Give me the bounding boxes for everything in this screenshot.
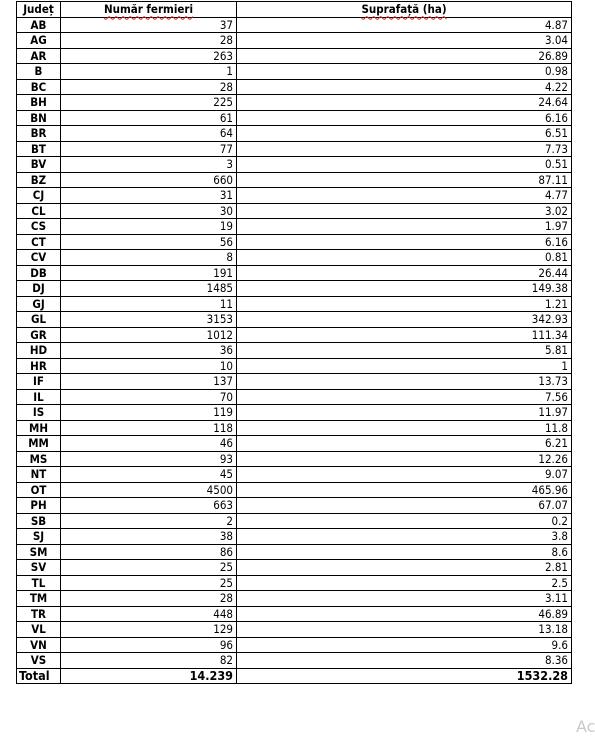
cell-numar-fermieri: 3 (61, 157, 237, 173)
cell-numar-fermieri: 36 (61, 343, 237, 359)
cell-numar-fermieri: 19 (61, 219, 237, 235)
table-row (17, 637, 572, 653)
table-row (17, 219, 572, 235)
header-numar-fermieri: Număr fermieri (61, 2, 237, 18)
data-table-container (16, 1, 572, 684)
table-row (17, 64, 572, 80)
cell-suprafata: 67.07 (237, 498, 572, 514)
cell-judet: BZ (17, 172, 61, 188)
table-row (17, 606, 572, 622)
cell-numar-fermieri: 45 (61, 467, 237, 483)
cell-numar-fermieri: 1485 (61, 281, 237, 297)
cell-numar-fermieri: 11 (61, 296, 237, 312)
cell-suprafata: 5.81 (237, 343, 572, 359)
table-row (17, 48, 572, 64)
table-row (17, 436, 572, 452)
table-row (17, 498, 572, 514)
table-row (17, 79, 572, 95)
header-judet: Județ (17, 2, 61, 18)
cell-numar-fermieri: 119 (61, 405, 237, 421)
table-row (17, 110, 572, 126)
table-row (17, 327, 572, 343)
cell-suprafata: 1 (237, 358, 572, 374)
cell-suprafata: 3.04 (237, 33, 572, 49)
cell-numar-fermieri: 2 (61, 513, 237, 529)
cell-suprafata: 6.16 (237, 234, 572, 250)
cell-suprafata: 24.64 (237, 95, 572, 111)
table-row (17, 343, 572, 359)
cell-numar-fermieri: 663 (61, 498, 237, 514)
cell-numar-fermieri: 93 (61, 451, 237, 467)
cell-judet: CS (17, 219, 61, 235)
cell-judet: OT (17, 482, 61, 498)
cell-suprafata: 3.02 (237, 203, 572, 219)
cell-numar-fermieri: 82 (61, 653, 237, 669)
table-row (17, 250, 572, 266)
cell-suprafata: 111.34 (237, 327, 572, 343)
cell-judet: TL (17, 575, 61, 591)
cell-suprafata: 149.38 (237, 281, 572, 297)
cell-judet: MS (17, 451, 61, 467)
cell-numar-fermieri: 86 (61, 544, 237, 560)
cell-judet: HD (17, 343, 61, 359)
table-row (17, 405, 572, 421)
table-row (17, 17, 572, 33)
table-row (17, 296, 572, 312)
cell-judet: IL (17, 389, 61, 405)
table-row (17, 141, 572, 157)
cell-suprafata: 12.26 (237, 451, 572, 467)
cell-suprafata: 2.5 (237, 575, 572, 591)
cell-judet: GL (17, 312, 61, 328)
cell-judet: B (17, 64, 61, 80)
cell-suprafata: 9.07 (237, 467, 572, 483)
farmers-table (16, 1, 572, 684)
cell-judet: VN (17, 637, 61, 653)
cell-numar-fermieri: 1012 (61, 327, 237, 343)
cell-suprafata: 7.56 (237, 389, 572, 405)
cell-numar-fermieri: 70 (61, 389, 237, 405)
cell-numar-fermieri: 28 (61, 591, 237, 607)
table-row (17, 172, 572, 188)
cell-suprafata: 11.8 (237, 420, 572, 436)
table-row (17, 420, 572, 436)
cell-numar-fermieri: 77 (61, 141, 237, 157)
cell-numar-fermieri: 448 (61, 606, 237, 622)
cell-suprafata: 0.81 (237, 250, 572, 266)
table-row (17, 265, 572, 281)
cell-numar-fermieri: 263 (61, 48, 237, 64)
table-row (17, 234, 572, 250)
cell-numar-fermieri: 10 (61, 358, 237, 374)
header-suprafata: Suprafață (ha) (237, 2, 572, 18)
cell-judet: CV (17, 250, 61, 266)
cell-judet: SB (17, 513, 61, 529)
cell-judet: VL (17, 622, 61, 638)
cell-suprafata: 1.21 (237, 296, 572, 312)
cell-judet: BH (17, 95, 61, 111)
cell-suprafata: 8.6 (237, 544, 572, 560)
table-row (17, 529, 572, 545)
cell-judet: MH (17, 420, 61, 436)
cell-numar-fermieri: 28 (61, 33, 237, 49)
cell-numar-fermieri: 191 (61, 265, 237, 281)
cell-numar-fermieri: 4500 (61, 482, 237, 498)
cell-numar-fermieri: 25 (61, 560, 237, 576)
cell-judet: IF (17, 374, 61, 390)
cell-suprafata: 7.73 (237, 141, 572, 157)
table-row (17, 358, 572, 374)
cell-numar-fermieri: 96 (61, 637, 237, 653)
cell-judet: PH (17, 498, 61, 514)
cell-judet: IS (17, 405, 61, 421)
total-suprafata: 1532.28 (237, 668, 572, 684)
cell-suprafata: 6.16 (237, 110, 572, 126)
cell-judet: BC (17, 79, 61, 95)
cell-suprafata: 342.93 (237, 312, 572, 328)
cell-judet: CL (17, 203, 61, 219)
table-row (17, 591, 572, 607)
cell-judet: TR (17, 606, 61, 622)
cell-judet: CJ (17, 188, 61, 204)
cell-judet: GJ (17, 296, 61, 312)
table-row (17, 95, 572, 111)
table-row (17, 281, 572, 297)
table-row (17, 188, 572, 204)
cell-numar-fermieri: 61 (61, 110, 237, 126)
cell-judet: DB (17, 265, 61, 281)
table-header-row (17, 2, 572, 18)
table-row (17, 126, 572, 142)
cell-judet: BR (17, 126, 61, 142)
cell-numar-fermieri: 56 (61, 234, 237, 250)
cell-suprafata: 13.73 (237, 374, 572, 390)
cell-suprafata: 13.18 (237, 622, 572, 638)
cell-judet: HR (17, 358, 61, 374)
cell-suprafata: 46.89 (237, 606, 572, 622)
cell-suprafata: 6.21 (237, 436, 572, 452)
table-row (17, 374, 572, 390)
cell-numar-fermieri: 64 (61, 126, 237, 142)
cell-numar-fermieri: 225 (61, 95, 237, 111)
cell-suprafata: 4.77 (237, 188, 572, 204)
cell-suprafata: 6.51 (237, 126, 572, 142)
cell-numar-fermieri: 3153 (61, 312, 237, 328)
table-row (17, 312, 572, 328)
cell-judet: GR (17, 327, 61, 343)
cell-suprafata: 465.96 (237, 482, 572, 498)
cell-numar-fermieri: 38 (61, 529, 237, 545)
table-row (17, 560, 572, 576)
cell-judet: SJ (17, 529, 61, 545)
table-row (17, 451, 572, 467)
cell-numar-fermieri: 137 (61, 374, 237, 390)
table-row (17, 622, 572, 638)
cell-judet: DJ (17, 281, 61, 297)
total-label: Total (17, 668, 61, 684)
cell-suprafata: 0.51 (237, 157, 572, 173)
cell-suprafata: 1.97 (237, 219, 572, 235)
cell-judet: VS (17, 653, 61, 669)
cell-numar-fermieri: 46 (61, 436, 237, 452)
activation-watermark: Ac (576, 717, 595, 736)
cell-judet: BV (17, 157, 61, 173)
cell-judet: SM (17, 544, 61, 560)
table-row (17, 33, 572, 49)
table-total-row (17, 668, 572, 684)
cell-numar-fermieri: 8 (61, 250, 237, 266)
table-row (17, 575, 572, 591)
cell-suprafata: 9.6 (237, 637, 572, 653)
cell-suprafata: 3.8 (237, 529, 572, 545)
cell-suprafata: 87.11 (237, 172, 572, 188)
table-row (17, 467, 572, 483)
cell-numar-fermieri: 129 (61, 622, 237, 638)
cell-numar-fermieri: 25 (61, 575, 237, 591)
cell-numar-fermieri: 118 (61, 420, 237, 436)
table-row (17, 544, 572, 560)
cell-suprafata: 11.97 (237, 405, 572, 421)
cell-numar-fermieri: 37 (61, 17, 237, 33)
cell-judet: MM (17, 436, 61, 452)
cell-numar-fermieri: 1 (61, 64, 237, 80)
cell-numar-fermieri: 660 (61, 172, 237, 188)
cell-judet: CT (17, 234, 61, 250)
cell-judet: AB (17, 17, 61, 33)
cell-suprafata: 2.81 (237, 560, 572, 576)
cell-numar-fermieri: 28 (61, 79, 237, 95)
cell-suprafata: 3.11 (237, 591, 572, 607)
table-row (17, 513, 572, 529)
table-body (17, 17, 572, 684)
cell-suprafata: 26.89 (237, 48, 572, 64)
cell-numar-fermieri: 30 (61, 203, 237, 219)
table-row (17, 389, 572, 405)
cell-suprafata: 0.2 (237, 513, 572, 529)
cell-suprafata: 26.44 (237, 265, 572, 281)
cell-judet: AR (17, 48, 61, 64)
cell-suprafata: 8.36 (237, 653, 572, 669)
table-row (17, 203, 572, 219)
cell-judet: TM (17, 591, 61, 607)
cell-suprafata: 4.22 (237, 79, 572, 95)
cell-numar-fermieri: 31 (61, 188, 237, 204)
cell-suprafata: 4.87 (237, 17, 572, 33)
cell-suprafata: 0.98 (237, 64, 572, 80)
cell-judet: SV (17, 560, 61, 576)
table-row (17, 482, 572, 498)
total-numar-fermieri: 14.239 (61, 668, 237, 684)
cell-judet: BN (17, 110, 61, 126)
table-row (17, 653, 572, 669)
cell-judet: NT (17, 467, 61, 483)
cell-judet: AG (17, 33, 61, 49)
table-row (17, 157, 572, 173)
cell-judet: BT (17, 141, 61, 157)
